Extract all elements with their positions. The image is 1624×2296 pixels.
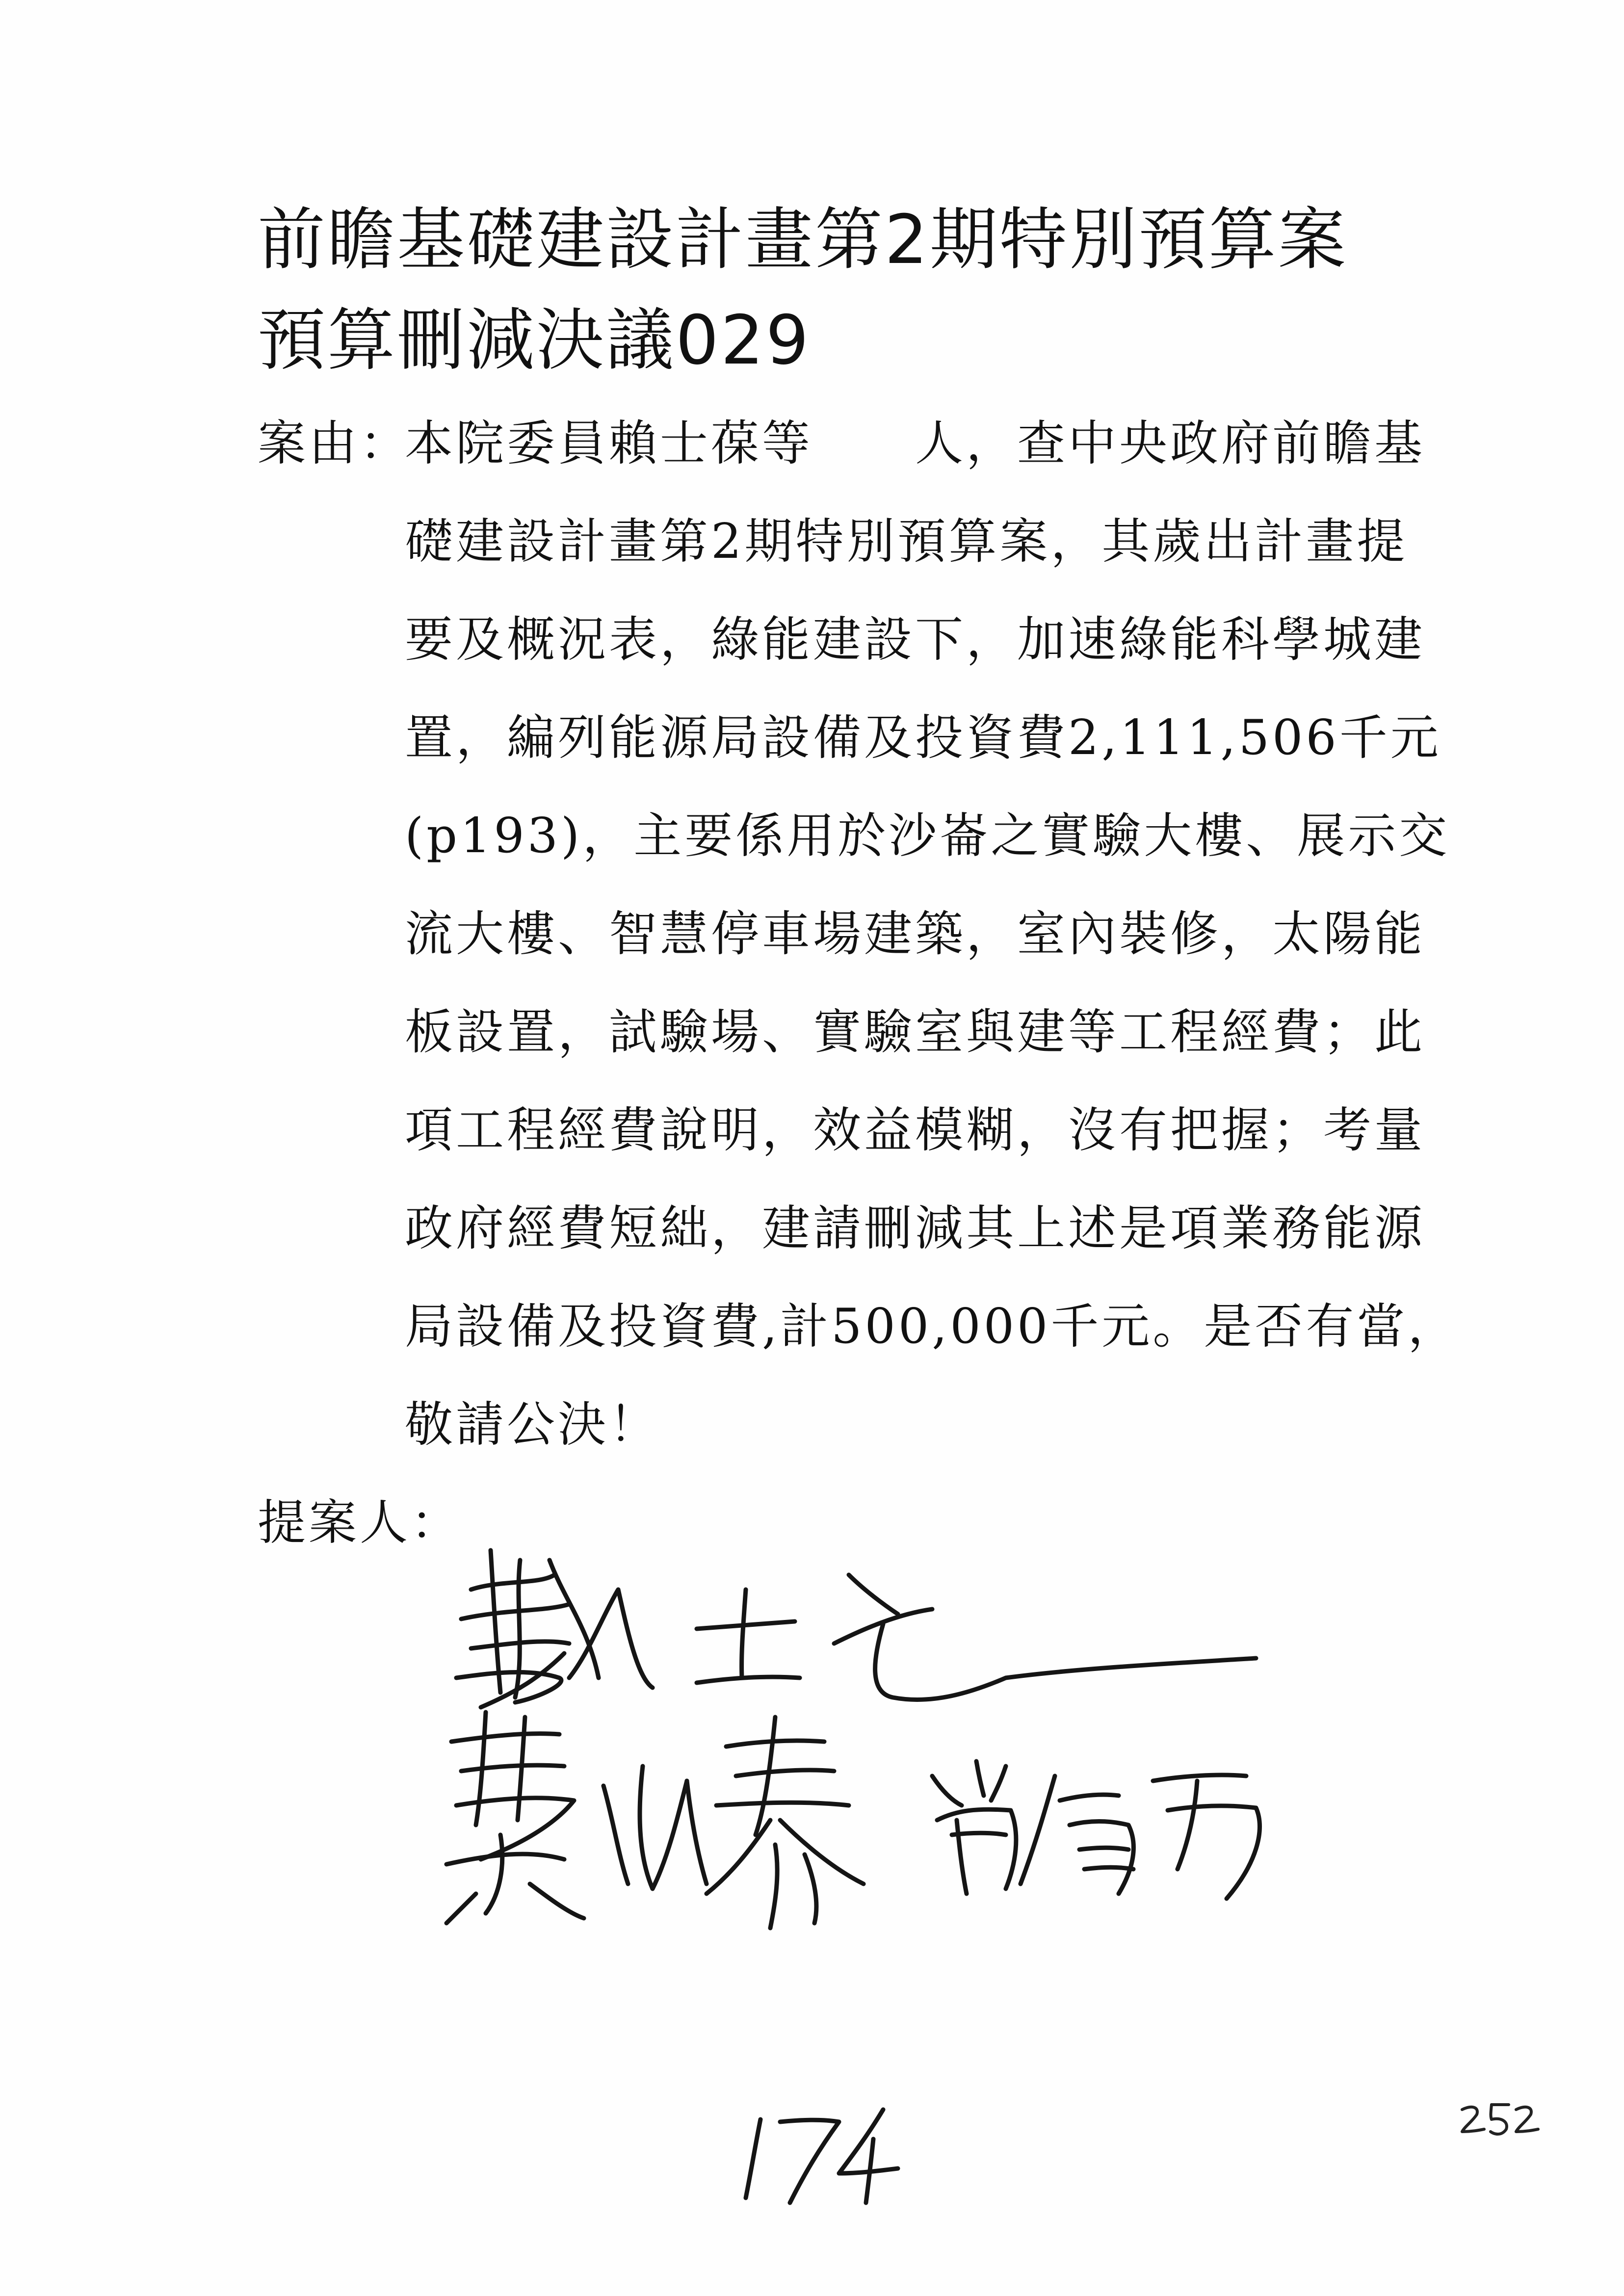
- case-label: 案由：: [258, 416, 411, 471]
- case-line-6: 流大樓、智慧停車場建築，室內裝修，太陽能: [405, 906, 1426, 962]
- case-line-11: 敬請公決！: [405, 1397, 660, 1453]
- title-line-2: 預算刪減決議029: [258, 301, 811, 380]
- case-line-10: 局設備及投資費,計500,000千元。是否有當，: [405, 1299, 1459, 1355]
- case-line-4: 置，編列能源局設備及投資費2,111,506千元: [405, 710, 1441, 766]
- case-line-7: 板設置，試驗場、實驗室與建等工程經費；此: [405, 1004, 1426, 1060]
- case-line-8: 項工程經費說明，效益模糊，沒有把握；考量: [405, 1102, 1426, 1158]
- case-line-3: 要及概況表，綠能建設下，加速綠能科學城建: [405, 612, 1426, 668]
- proposer-label: 提案人：: [258, 1495, 462, 1551]
- margin-annotation: [1452, 2090, 1545, 2149]
- case-line-1: 本院委員賴士葆等 人，查中央政府前瞻基: [405, 416, 1426, 471]
- signature-tseng: [922, 1747, 1295, 1913]
- title-line-1: 前瞻基礎建設計畫第2期特別預算案: [258, 200, 1348, 279]
- case-line-2: 礎建設計畫第2期特別預算案，其歲出計畫提: [405, 514, 1408, 570]
- page-number: [726, 2100, 903, 2208]
- signature-fei: [432, 1697, 922, 1933]
- case-line-5: (p193)，主要係用於沙崙之實驗大樓、展示交: [405, 808, 1450, 864]
- case-line-9: 政府經費短絀，建請刪減其上述是項業務能源: [405, 1200, 1426, 1256]
